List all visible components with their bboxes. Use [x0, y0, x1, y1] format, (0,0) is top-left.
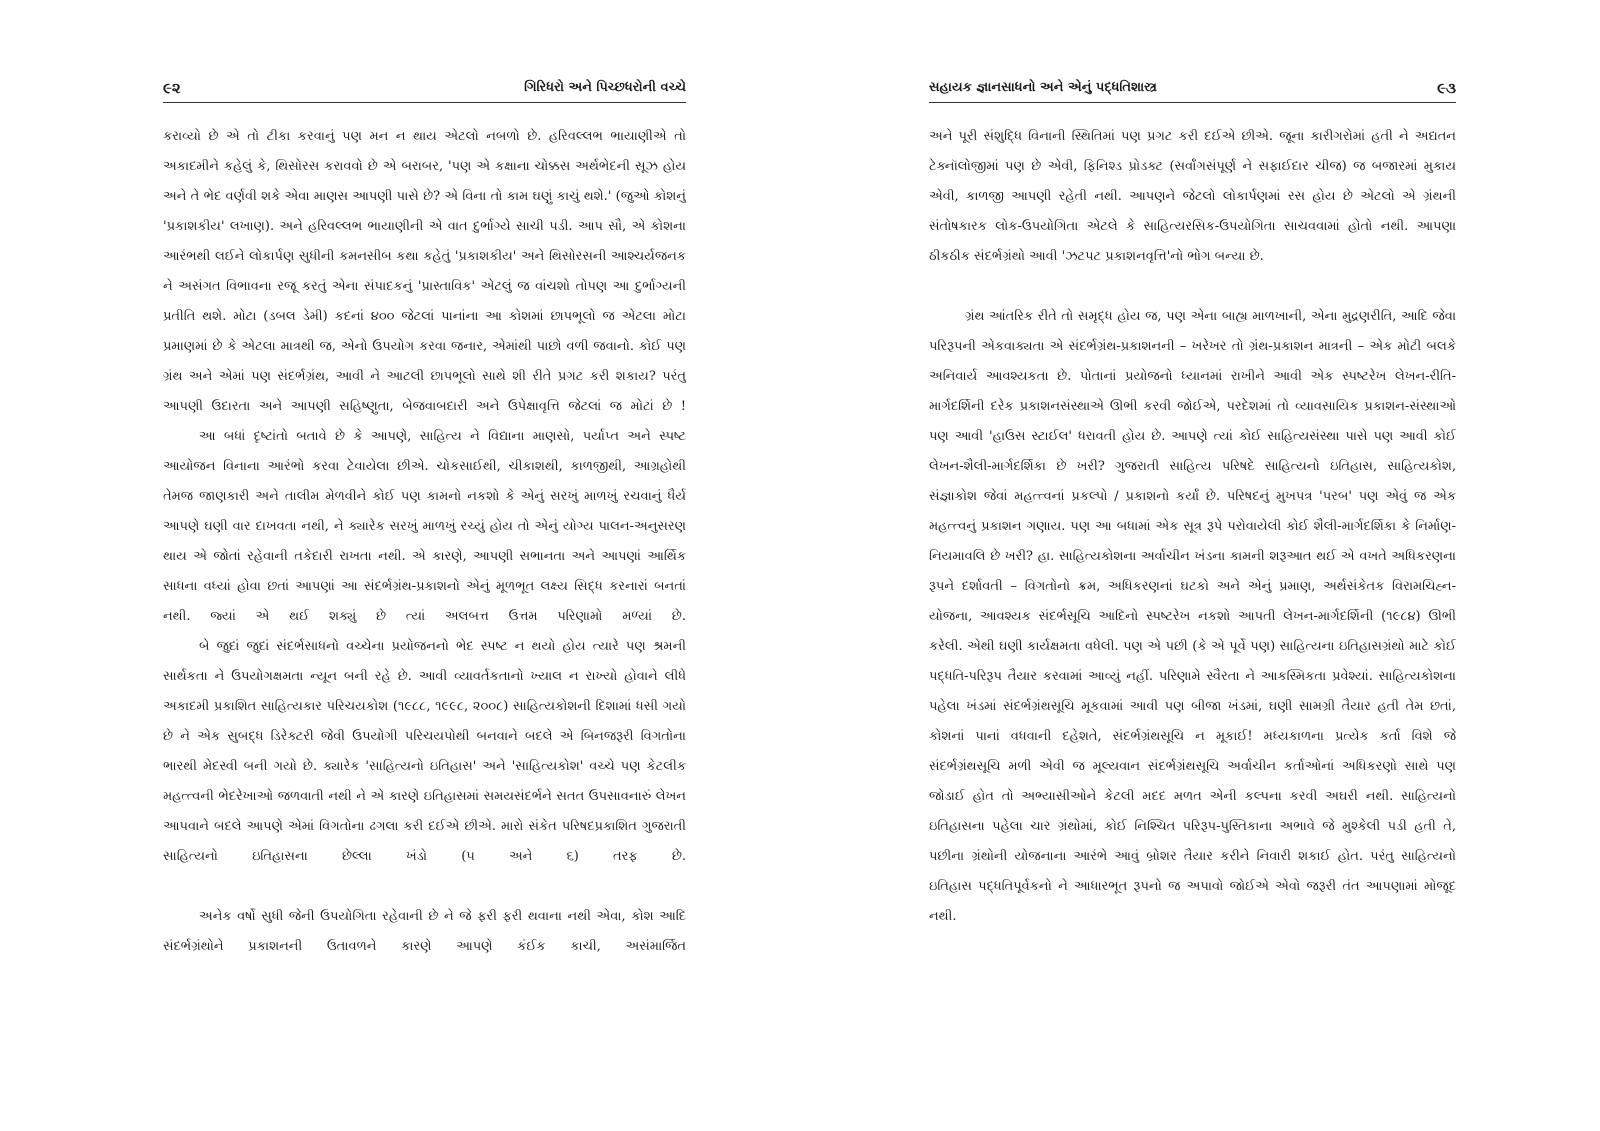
running-head-left: [163, 78, 686, 103]
page-body: [929, 122, 1456, 1022]
page-number: ૯૨: [163, 79, 181, 97]
running-head-right: [929, 78, 1456, 103]
paragraph: અનેક વર્ષો સુધી જેની ઉપયોગિતા રહેવાની છે ને જે ફરી ફરી થવાના નથી એવા, કોશ આદિ સંદર્ભગ્રંથોને પ્રકાશનની ઉતાવળને કારણે આપણે કંઈક કાચી, અસંમાર્જિત: [163, 909, 686, 954]
paragraph: કરાવ્યો છે એ તો ટીકા કરવાનું પણ મન ન થાય એટલો નબળો છે. હરિવલ્લભ ભાયાણીએ તો અકાદમીને કહેલું કે, થિસોરસ કરાવવો છે એ બરાબર, 'પણ એ કક્ષાના ચોક્કસ અર્થભેદની સૂઝ હોય અને તે ભેદ વર્ણવી શકે એવા માણસ આપણી પાસે છે? એ વિના તો કામ ઘણું કાચું થશે.' (જુઓ કોશનું 'પ્રકાશકીય' લખાણ). અને હરિવલ્લભ ભાયાણીની એ વાત દુર્ભાગ્યે સાચી પડી. આપ સૌ, એ કોશના આરંભથી લઈને લોકાર્પણ સુધીની કમનસીબ કથા કહેતું 'પ્રકાશકીય' અને થિસોરસની આશ્ચર્યજનક ને અસંગત વિભાવના રજૂ કરતું એના સંપાદકનું 'પ્રાસ્તાવિક' એટલું જ વાંચશો તોપણ આ દુર્ભાગ્યની પ્રતીતિ થશે. મોટા (ડબલ ડેમી) કદનાં ૪૦૦ જેટલાં પાનાંના આ કોશમાં છાપભૂલો જ એટલા મોટા પ્રમાણમાં છે કે એટલા માત્રથી જ, એનો ઉપયોગ કરવા જનાર, એમાંથી પાછો વળી જવાનો. કોઈ પણ ગ્રંથ અને એમાં પણ સંદર્ભગ્રંથ, આવી ને આટલી છાપભૂલો સાથે શી રીતે પ્રગટ કરી શકાય? પરંતુ આપણી ઉદારતા અને આપણી સહિષ્ણુતા, બેજવાબદારી અને ઉપેક્ષાવૃત્તિ જેટલાં જ મોટાં છે !: [163, 129, 686, 414]
left-page: [163, 0, 686, 1131]
running-title: ગિરિધરો અને પિચ્છધરોની વચ્ચે: [524, 80, 686, 95]
running-title: સહાયક જ્ઞાનસાધનો અને એનું પદ્ધતિશાસ્ત્ર: [929, 80, 1157, 95]
page-number: ૯૩: [1437, 79, 1456, 97]
paragraph: ગ્રંથ આંતરિક રીતે તો સમૃદ્ધ હોય જ, પણ એના બાહ્ય માળખાની, એના મુદ્રણરીતિ, આદિ જેવા પરિરૂપની એકવાક્યતા એ સંદર્ભગ્રંથ-પ્રકાશનની – ખરેખર તો ગ્રંથ-પ્રકાશન માત્રની – એક મોટી બલકે અનિવાર્ય આવશ્યકતા છે. પોતાનાં પ્રયોજનો ધ્યાનમાં રાખીને આવી એક સ્પષ્ટરેખ લેખન-રીતિ-માર્ગદર્શિની દરેક પ્રકાશનસંસ્થાએ ઊભી કરવી જોઈએ, પરદેશમાં તો વ્યાવસાયિક પ્રકાશન-સંસ્થાઓ પણ આવી 'હાઉસ સ્ટાઈલ' ધરાવતી હોય છે. આપણે ત્યાં કોઈ સાહિત્યસંસ્થા પાસે પણ આવી કોઈ લેખન-શૈલી-માર્ગદર્શિકા છે ખરી? ગુજરાતી સાહિત્ય પરિષદે સાહિત્યનો ઇતિહાસ, સાહિત્યકોશ, સંજ્ઞાકોશ જેવાં મહત્ત્વનાં પ્રકલ્પો / પ્રકાશનો કર્યાં છે. પરિષદનું મુખપત્ર 'પરબ' પણ એવું જ એક મહત્ત્વનું પ્રકાશન ગણાય. પણ આ બધામાં એક સૂત્ર રૂપે પરોવાયેલી કોઈ શૈલી-માર્ગદર્શિકા કે નિર્માણ-નિયમાવલિ છે ખરી? હા. સાહિત્યકોશના અર્વાચીન ખંડના કામની શરૂઆત થઈ એ વખતે અધિકરણના રૂપને દર્શાવતી – વિગતોનો ક્રમ, અધિકરણનાં ઘટકો અને એનું પ્રમાણ, અર્થસંકેતક વિરામચિહ્ન-યોજના, આવશ્યક સંદર્ભસૂચિ આદિનો સ્પષ્ટરેખ નકશો આપતી લેખન-માર્ગદર્શિની (૧૯૮૪) ઊભી કરેલી. એથી ઘણી કાર્યક્ષમતા વધેલી. પણ એ પછી (કે એ પૂર્વે પણ) સાહિત્યના ઇતિહાસગ્રંથો માટે કોઈ પદ્ધતિ-પરિરૂપ તૈયાર કરવામાં આવ્યું નહીં. પરિણામે સ્વૈરતા ને આકસ્મિકતા પ્રવેશ્યાં. સાહિત્યકોશના પહેલા ખંડમાં સંદર્ભગ્રંથસૂચિ મૂકવામાં આવી પણ બીજા ખંડમાં, ઘણી સામગ્રી તૈયાર હતી તેમ છતાં, કોશનાં પાનાં વધવાની દહેશતે, સંદર્ભગ્રંથસૂચિ ન મૂકાઈ! મધ્યકાળના પ્રત્યેક કર્તા વિશે જે સંદર્ભગ્રંથસૂચિ મળી એવી જ મૂલ્યવાન સંદર્ભગ્રંથસૂચિ અર્વાચીન કર્તાઓનાં અધિકરણો સાથે પણ જોડાઈ હોત તો અભ્યાસીઓને કેટલી મદદ મળત એની કલ્પના કરવી અઘરી નથી. સાહિત્યનો ઇતિહાસના પહેલા ચાર ગ્રંથોમાં, કોઈ નિશ્ચિત પરિરૂપ-પુસ્તિકાના અભાવે જે મુશ્કેલી પડી હતી તે, પછીના ગ્રંથોની યોજનાના આરંભે આવું બ્રોશર તૈયાર કરીને નિવારી શકાઈ હોત. પરંતુ સાહિત્યનો ઇતિહાસ પદ્ધતિપૂર્વકનો ને આધારભૂત રૂપનો જ અપાવો જોઈએ એવો જરૂરી તંત આપણામાં મોજૂદ નથી.: [929, 309, 1456, 924]
paragraph: આ બધાં દૃષ્ટાંતો બતાવે છે કે આપણે, સાહિત્ય ને વિદ્યાના માણસો, પર્યાપ્ત અને સ્પષ્ટ આયોજન વિનાના આરંભો કરવા ટેવાયેલા છીએ. ચોકસાઈથી, ચીકાશથી, કાળજીથી, આગ્રહોથી તેમજ જાણકારી અને તાલીમ મેળવીને કોઈ પણ કામનો નકશો કે એનું સરખું માળખું રચવાનું ધૈર્ય આપણે ઘણી વાર દાખવતા નથી, ને ક્યારેક સરખું માળખું રચ્યું હોય તો એનું યોગ્ય પાલન-અનુસરણ થાય એ જોતાં રહેવાની તકેદારી રાખતા નથી. એ કારણે, આપણી સભાનતા અને આપણાં આર્થિક સાધના વધ્યાં હોવા છતાં આપણાં આ સંદર્ભગ્રંથ-પ્રકાશનો એનું મૂળભૂત લક્ષ્ય સિદ્ધ કરનારાં બનતાં નથી. જ્યાં એ થઈ શક્યું છે ત્યાં અલબત્ત ઉત્તમ પરિણામો મળ્યાં છે.: [163, 429, 686, 624]
paragraph: અને પૂરી સંશુદ્ધિ વિનાની સ્થિતિમાં પણ પ્રગટ કરી દઈએ છીએ. જૂના કારીગરોમાં હતી ને અદ્યતન ટેક્નૉલોજીમાં પણ છે એવી, ફિનિશ્ડ પ્રોડક્ટ (સર્વાંગસંપૂર્ણ ને સફાઈદાર ચીજ) જ બજારમાં મુકાય એવી, કાળજી આપણી રહેતી નથી. આપણને જેટલો લોકાર્પણમાં રસ હોય છે એટલો એ ગ્રંથની સંતોષકારક લોક-ઉપયોગિતા એટલે કે સાહિત્યરસિક-ઉપયોગિતા સાચવવામાં હોતો નથી. આપણા ઠીકઠીક સંદર્ભગ્રંથો આવી 'ઝટપટ પ્રકાશનવૃત્તિ'નો ભોગ બન્યા છે.: [929, 129, 1456, 264]
right-page: [929, 0, 1456, 1131]
paragraph: બે જુદાં જુદાં સંદર્ભસાધનો વચ્ચેના પ્રયોજનનો ભેદ સ્પષ્ટ ન થયો હોય ત્યારે પણ શ્રમની સાર્થકતા ને ઉપયોગક્ષમતા ન્યૂન બની રહે છે. આવી વ્યાવર્તકતાનો ખ્યાલ ન રાખ્યો હોવાને લીધે અકાદમી પ્રકાશિત સાહિત્યકાર પરિચયકોશ (૧૯૮૮, ૧૯૯૮, ૨૦૦૮) સાહિત્યકોશની દિશામાં ધસી ગયો છે ને એક સુબદ્ધ ડિરેક્ટરી જેવી ઉપયોગી પરિચયપોથી બનવાને બદલે એ બિનજરૂરી વિગતોના ભારથી મેદસ્વી બની ગયો છે. ક્યારેક 'સાહિત્યનો ઇતિહાસ' અને 'સાહિત્યકોશ' વચ્ચે પણ કેટલીક મહત્ત્વની ભેદરેખાઓ જળવાતી નથી ને એ કારણે ઇતિહાસમાં સમયસંદર્ભને સતત ઉપસાવનારું લેખન આપવાને બદલે આપણે એમાં વિગતોના ઢગલા કરી દઈએ છીએ. મારો સંકેત પરિષદપ્રકાશિત ગુજરાતી સાહિત્યનો ઇતિહાસના છેલ્લા ખંડો (૫ અને ૬) તરફ છે.: [163, 639, 686, 864]
page-body: [163, 122, 686, 962]
